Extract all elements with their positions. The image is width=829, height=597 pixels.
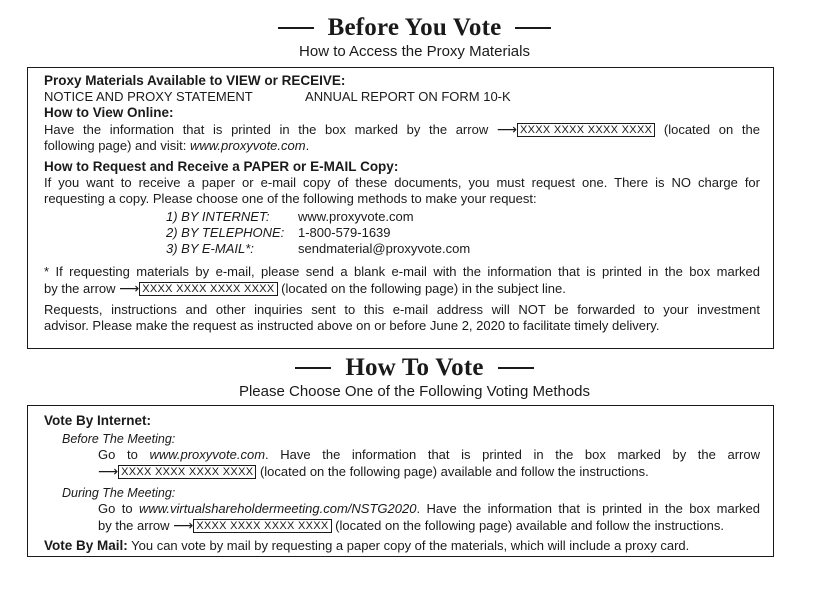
email-note-line-2: by the arrow ⟶ XXXX XXXX XXXX XXXX (located on the following page) in the subject line. — [44, 280, 566, 296]
title-rule-left — [278, 27, 314, 29]
control-number-box: XXXX XXXX XXXX XXXX — [139, 282, 277, 296]
arrow-right-icon: ⟶ — [173, 517, 194, 533]
during-meeting-label: During The Meeting: — [62, 486, 176, 500]
footer-line-2: advisor. Please make the request as instructed above on or before June 2, 2020 to facilitate timely delivery. — [44, 318, 660, 333]
vote-mail-text: You can vote by mail by requesting a paper copy of the materials, which will include a proxy card. — [131, 538, 690, 553]
method-internet: 1) BY INTERNET: www.proxyvote.com — [166, 209, 414, 224]
material-proxy-statement: NOTICE AND PROXY STATEMENT — [44, 89, 253, 104]
before-you-vote-subtitle: How to Access the Proxy Materials — [299, 43, 530, 60]
proxyvote-link[interactable]: www.proxyvote.com — [189, 138, 306, 153]
vote-by-mail — [44, 538, 760, 554]
title-rule-right — [515, 27, 551, 29]
view-heading: How to View Online: — [44, 105, 174, 120]
method-internet-link[interactable]: www.proxyvote.com — [298, 209, 414, 224]
method-telephone: 2) BY TELEPHONE: 1-800-579-1639 — [166, 225, 391, 240]
view-instruction: Have the information that is printed in the box marked by the arrow — [44, 122, 489, 137]
method-telephone-number[interactable]: 1-800-579-1639 — [298, 225, 391, 240]
email-note-line-1: * If requesting materials by e-mail, please send a blank e-mail with the information that is printed in the box marked — [44, 264, 760, 279]
control-number-box: XXXX XXXX XXXX XXXX — [193, 519, 331, 533]
title-rule-left — [295, 367, 331, 369]
request-methods — [166, 209, 760, 257]
arrow-right-icon: ⟶ — [119, 280, 140, 296]
during-meeting-instructions: Go to www.virtualshareholdermeeting.com/NSTG2020. Have the information that is printed in the box marked by the arrow ⟶ XXXX XXXX XXXX XXXX (located on the following page) available and follow the instructions. — [98, 501, 760, 533]
before-meeting-label: Before The Meeting: — [62, 432, 176, 446]
title-rule-right — [498, 367, 534, 369]
before-you-vote-title: Before You Vote — [327, 14, 502, 41]
request-text-line-2: requesting a copy. Please choose one of the following methods to make your request: — [44, 191, 537, 206]
footer-line-1: Requests, instructions and other inquiries sent to this e-mail address will NOT be forwarded to your investment — [44, 302, 760, 317]
virtual-meeting-link[interactable]: www.virtualshareholdermeeting.com/NSTG2020 — [138, 501, 417, 516]
vote-internet-heading: Vote By Internet: — [44, 413, 152, 428]
before-you-vote-header — [0, 14, 829, 61]
method-email: 3) BY E-MAIL*: sendmaterial@proxyvote.com — [166, 241, 471, 256]
control-number-box: XXXX XXXX XXXX XXXX — [118, 465, 256, 479]
arrow-right-icon: ⟶ — [98, 463, 119, 479]
request-text-line-1: If you want to receive a paper or e-mail copy of these documents, you must request one. There is NO charge for — [44, 175, 760, 190]
voting-methods-box — [27, 405, 774, 557]
vote-mail-heading: Vote By Mail: — [44, 538, 128, 553]
method-email-address[interactable]: sendmaterial@proxyvote.com — [298, 241, 471, 256]
control-number-box: XXXX XXXX XXXX XXXX — [517, 123, 655, 137]
arrow-right-icon: ⟶ — [496, 121, 517, 137]
how-to-vote-subtitle: Please Choose One of the Following Voting Methods — [238, 383, 591, 400]
how-to-vote-header — [0, 354, 829, 401]
how-to-vote-title: How To Vote — [345, 354, 484, 381]
available-heading: Proxy Materials Available to VIEW or RECEIVE: — [44, 73, 346, 88]
request-heading: How to Request and Receive a PAPER or E-MAIL Copy: — [44, 159, 399, 174]
proxyvote-link[interactable]: www.proxyvote.com — [149, 447, 266, 462]
material-annual-report: ANNUAL REPORT ON FORM 10-K — [305, 89, 511, 104]
before-meeting-instructions: Go to www.proxyvote.com. Have the information that is printed in the box marked by the arrow ⟶ XXXX XXXX XXXX XXXX (located on the following page) available and follow the instructions. — [98, 447, 761, 479]
proxy-materials-box: Proxy Materials Available to VIEW or RECEIVE: NOTICE AND PROXY STATEMENT ANNUAL REPORT ON FORM 10-K How to View Online: Have the information that is printed in the box marked by the arrow ⟶ XXXX XXXX XXXX XXXX (located on the following page) and visit: www.proxyvote.com. How to Request and Receive a PAPER or E-MAIL Copy: If you want to receive a paper or e-mail copy of these documents, you must request one. There is NO charge for requesting a copy. Please choose one of the following methods to make your request: 1) BY INTERNET: www.proxyvote.com 2) BY TELEPHONE: 1-800-579-1639 3) BY E-MAIL*: sendmaterial@proxyvote.com * If requesting materials by e-mail, please send a blank e-mail with the information that is printed in the box marked by the arrow ⟶ XXXX XXXX XXXX XXXX (located on the following page) in the subject line. Requests, instructions and other inquiries sent to this e-mail address will NOT be forwarded to your investment advisor. Please make the request as instructed above on or before June 2, 2020 to facilitate timely delivery. — [27, 67, 774, 349]
